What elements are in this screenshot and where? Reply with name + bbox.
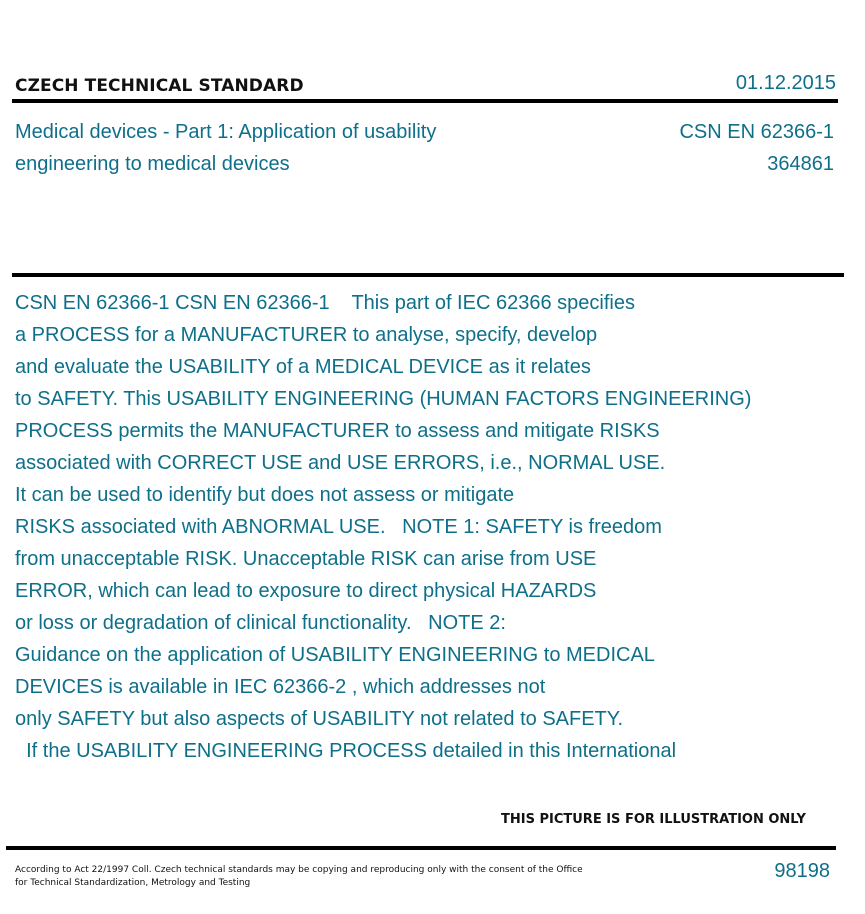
abstract-line: or loss or degradation of clinical functionality. NOTE 2:: [15, 612, 506, 634]
legal-notice: [15, 864, 583, 890]
standard-code: CSN EN 62366-1: [679, 121, 834, 143]
title-rule: [12, 273, 844, 277]
abstract-line: If the USABILITY ENGINEERING PROCESS detailed in this International: [15, 740, 677, 762]
catalog-number: 364861: [767, 153, 834, 175]
header-rule: [12, 99, 838, 103]
abstract-line: only SAFETY but also aspects of USABILITY not related to SAFETY.: [15, 708, 624, 730]
illustration-disclaimer: THIS PICTURE IS FOR ILLUSTRATION ONLY: [501, 812, 806, 827]
footer-number: 98198: [774, 860, 830, 882]
abstract-line: PROCESS permits the MANUFACTURER to assess and mitigate RISKS: [15, 420, 660, 442]
document-title-line: engineering to medical devices: [15, 153, 290, 175]
abstract-line: CSN EN 62366-1 CSN EN 62366-1 This part of IEC 62366 specifies: [15, 292, 635, 314]
abstract-text: [15, 287, 835, 767]
abstract-line: DEVICES is available in IEC 62366-2 , which addresses not: [15, 676, 546, 698]
abstract-line: It can be used to identify but does not assess or mitigate: [15, 484, 515, 506]
abstract-line: associated with CORRECT USE and USE ERRORS, i.e., NORMAL USE.: [15, 452, 666, 474]
abstract-line: from unacceptable RISK. Unacceptable RISK can arise from USE: [15, 548, 597, 570]
document-title: [15, 116, 535, 180]
standard-label: CZECH TECHNICAL STANDARD: [15, 76, 304, 96]
legal-notice-line: According to Act 22/1997 Coll. Czech technical standards may be copying and reproducing only with the consent of the Office: [15, 865, 583, 875]
document-title-line: Medical devices - Part 1: Application of usability: [15, 121, 437, 143]
abstract-line: Guidance on the application of USABILITY ENGINEERING to MEDICAL: [15, 644, 655, 666]
abstract-line: a PROCESS for a MANUFACTURER to analyse, specify, develop: [15, 324, 598, 346]
abstract-line: RISKS associated with ABNORMAL USE. NOTE 1: SAFETY is freedom: [15, 516, 662, 538]
document-identifiers: [679, 116, 834, 180]
issue-date: 01.12.2015: [735, 72, 836, 94]
abstract-line: ERROR, which can lead to exposure to direct physical HAZARDS: [15, 580, 597, 602]
footer-rule: [6, 846, 836, 850]
legal-notice-line: for Technical Standardization, Metrology and Testing: [15, 878, 251, 888]
abstract-line: and evaluate the USABILITY of a MEDICAL DEVICE as it relates: [15, 356, 591, 378]
abstract-line: to SAFETY. This USABILITY ENGINEERING (HUMAN FACTORS ENGINEERING): [15, 388, 752, 410]
